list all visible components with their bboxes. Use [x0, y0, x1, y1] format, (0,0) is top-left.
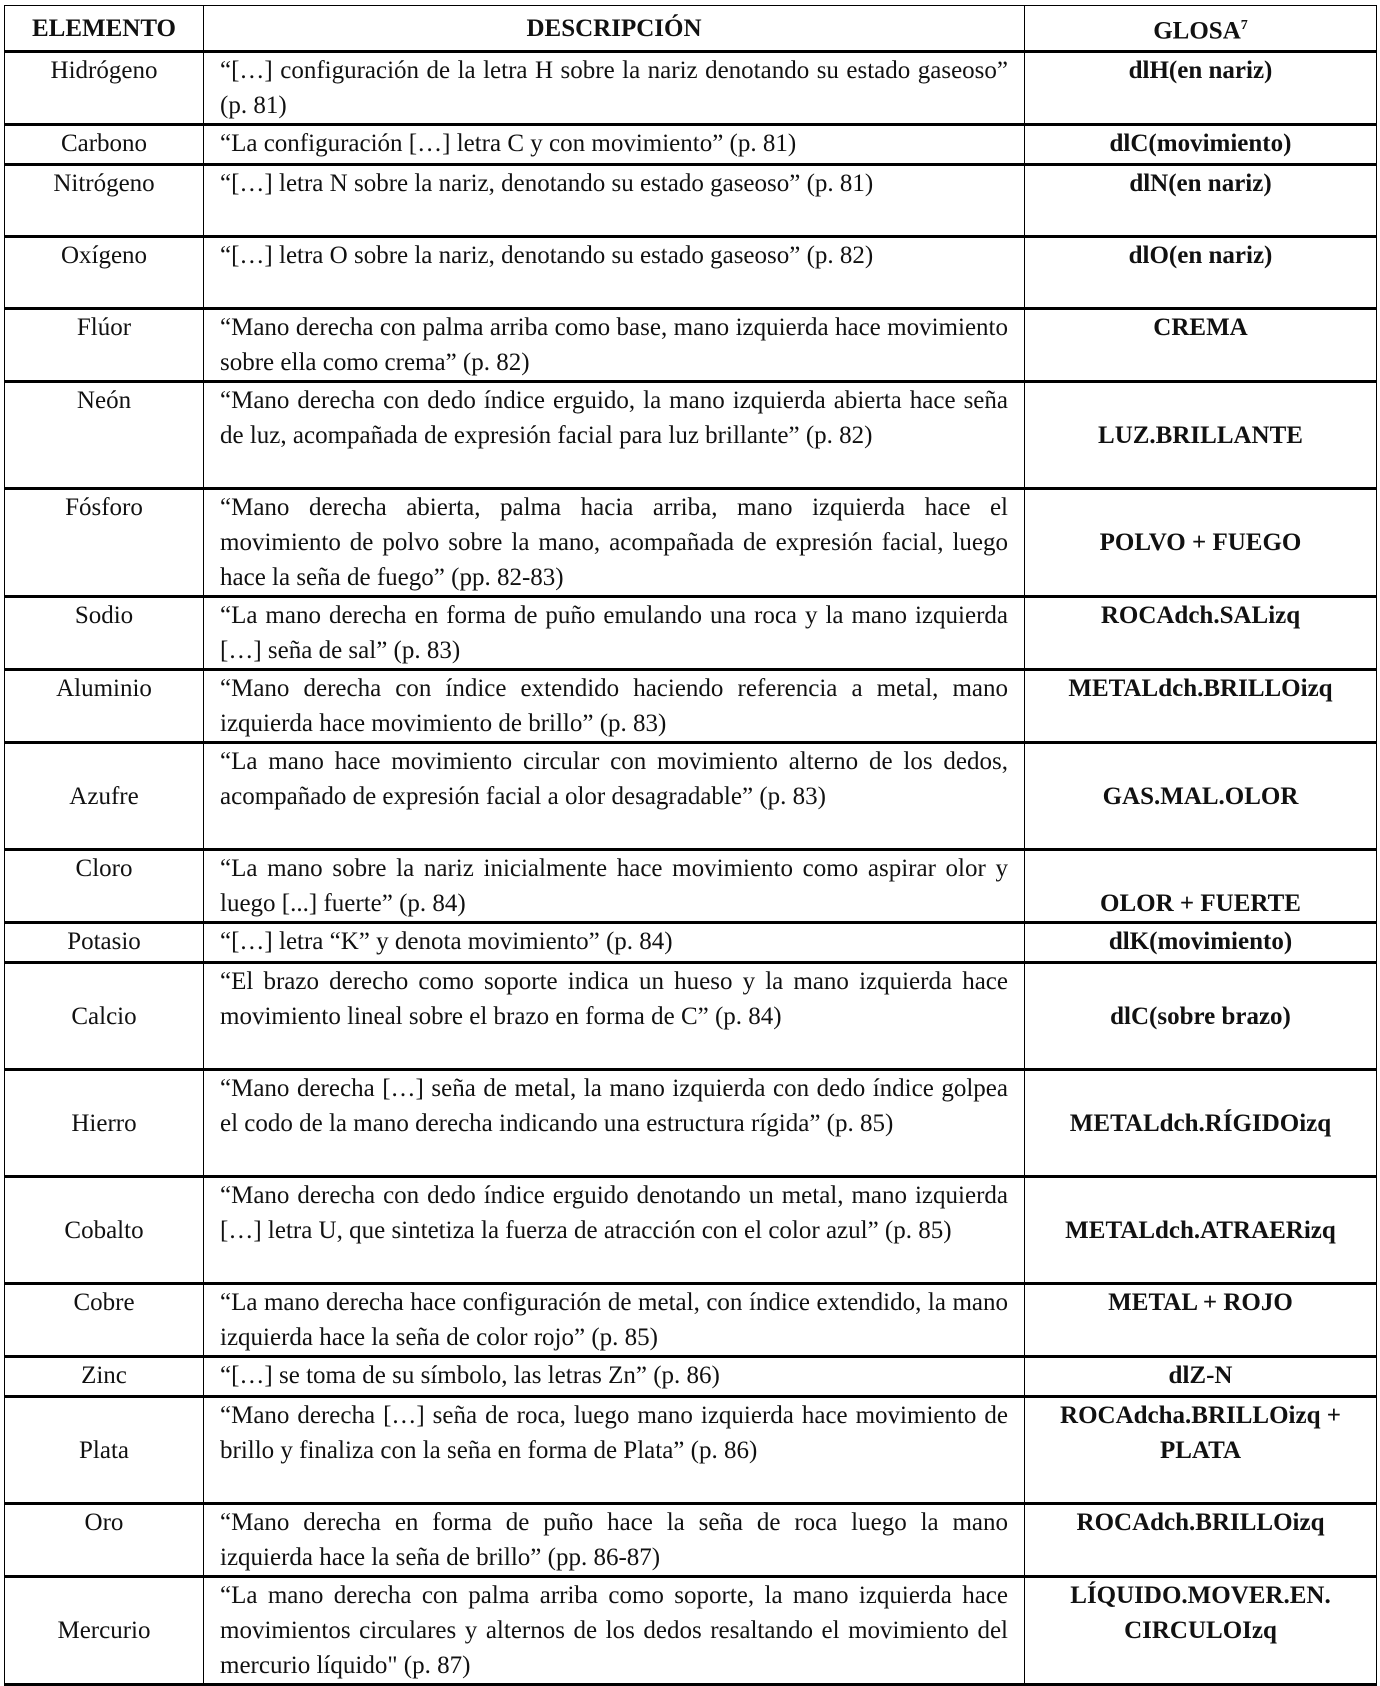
gloss-cell: LÍQUIDO.MOVER.EN. CIRCULOIzq: [1025, 1577, 1377, 1685]
gloss-cell: dlK(movimiento): [1025, 923, 1377, 963]
gloss-cell: dlN(en nariz): [1025, 165, 1377, 237]
element-cell: Oxígeno: [5, 237, 204, 309]
description-cell: “Mano derecha abierta, palma hacia arriba, mano izquierda hace el movimiento de polvo sobre la mano, acompañada de expresión facial, luego hace la seña de fuego” (pp. 82-83): [204, 489, 1025, 597]
description-cell: “La mano sobre la nariz inicialmente hace movimiento como aspirar olor y luego [...] fuerte” (p. 84): [204, 850, 1025, 923]
gloss-cell: ROCAdcha.BRILLOizq + PLATA: [1025, 1397, 1377, 1504]
element-cell: Azufre: [5, 743, 204, 850]
table-row: [5, 52, 1377, 125]
description-cell: “Mano derecha con palma arriba como base, mano izquierda hace movimiento sobre ella como crema” (p. 82): [204, 309, 1025, 382]
table-row: [5, 597, 1377, 670]
header-gloss: [1025, 6, 1377, 52]
description-cell: “La configuración […] letra C y con movimiento” (p. 81): [204, 125, 1025, 165]
gloss-cell: dlH(en nariz): [1025, 52, 1377, 125]
description-cell: “La mano hace movimiento circular con movimiento alterno de los dedos, acompañado de expresión facial a olor desagradable” (p. 83): [204, 743, 1025, 850]
element-cell: Plata: [5, 1397, 204, 1504]
gloss-cell: ROCAdch.BRILLOizq: [1025, 1504, 1377, 1577]
element-cell: Fósforo: [5, 489, 204, 597]
gloss-cell: METALdch.BRILLOizq: [1025, 670, 1377, 743]
element-cell: Cloro: [5, 850, 204, 923]
table-row: [5, 489, 1377, 597]
gloss-cell: LUZ.BRILLANTE: [1025, 382, 1377, 489]
elements-table: [4, 5, 1377, 1686]
description-cell: “Mano derecha con índice extendido haciendo referencia a metal, mano izquierda hace movimiento de brillo” (p. 83): [204, 670, 1025, 743]
description-cell: “Mano derecha con dedo índice erguido, la mano izquierda abierta hace seña de luz, acompañada de expresión facial para luz brillante” (p. 82): [204, 382, 1025, 489]
description-cell: “[…] letra “K” y denota movimiento” (p. 84): [204, 923, 1025, 963]
header-element: ELEMENTO: [5, 6, 204, 52]
gloss-cell: dlC(movimiento): [1025, 125, 1377, 165]
gloss-cell: ROCAdch.SALizq: [1025, 597, 1377, 670]
table-row: [5, 850, 1377, 923]
element-cell: Mercurio: [5, 1577, 204, 1685]
gloss-cell: METALdch.ATRAERizq: [1025, 1177, 1377, 1284]
description-cell: “Mano derecha […] seña de roca, luego mano izquierda hace movimiento de brillo y finaliza con la seña en forma de Plata” (p. 86): [204, 1397, 1025, 1504]
gloss-cell: dlO(en nariz): [1025, 237, 1377, 309]
element-cell: Potasio: [5, 923, 204, 963]
description-cell: “[…] configuración de la letra H sobre la nariz denotando su estado gaseoso” (p. 81): [204, 52, 1025, 125]
element-cell: Carbono: [5, 125, 204, 165]
gloss-cell: CREMA: [1025, 309, 1377, 382]
element-cell: Cobre: [5, 1284, 204, 1357]
element-cell: Nitrógeno: [5, 165, 204, 237]
footnote-marker: 7: [1240, 18, 1248, 33]
description-cell: “Mano derecha […] seña de metal, la mano izquierda con dedo índice golpea el codo de la mano derecha indicando una estructura rígida” (p. 85): [204, 1070, 1025, 1177]
table-row: [5, 165, 1377, 237]
table-row: [5, 1177, 1377, 1284]
header-gloss-label: GLOSA: [1153, 17, 1241, 45]
table-row: [5, 963, 1377, 1070]
description-cell: “La mano derecha hace configuración de metal, con índice extendido, la mano izquierda hace la seña de color rojo” (p. 85): [204, 1284, 1025, 1357]
element-cell: Flúor: [5, 309, 204, 382]
element-cell: Aluminio: [5, 670, 204, 743]
element-cell: Sodio: [5, 597, 204, 670]
gloss-cell: GAS.MAL.OLOR: [1025, 743, 1377, 850]
description-cell: “[…] letra N sobre la nariz, denotando su estado gaseoso” (p. 81): [204, 165, 1025, 237]
table-row: [5, 1070, 1377, 1177]
element-cell: Cobalto: [5, 1177, 204, 1284]
element-cell: Hierro: [5, 1070, 204, 1177]
description-cell: “[…] letra O sobre la nariz, denotando su estado gaseoso” (p. 82): [204, 237, 1025, 309]
gloss-cell: OLOR + FUERTE: [1025, 850, 1377, 923]
element-cell: Oro: [5, 1504, 204, 1577]
table-row: [5, 382, 1377, 489]
table-row: [5, 1357, 1377, 1397]
element-cell: Calcio: [5, 963, 204, 1070]
gloss-cell: dlZ-N: [1025, 1357, 1377, 1397]
table-row: [5, 237, 1377, 309]
description-cell: “Mano derecha con dedo índice erguido denotando un metal, mano izquierda […] letra U, que sintetiza la fuerza de atracción con el color azul” (p. 85): [204, 1177, 1025, 1284]
gloss-cell: dlC(sobre brazo): [1025, 963, 1377, 1070]
header-row: [5, 6, 1377, 52]
table-row: [5, 743, 1377, 850]
element-cell: Zinc: [5, 1357, 204, 1397]
gloss-cell: POLVO + FUEGO: [1025, 489, 1377, 597]
description-cell: “La mano derecha con palma arriba como soporte, la mano izquierda hace movimientos circulares y alternos de los dedos resaltando el movimiento del mercurio líquido" (p. 87): [204, 1577, 1025, 1685]
description-cell: “[…] se toma de su símbolo, las letras Zn” (p. 86): [204, 1357, 1025, 1397]
table-row: [5, 125, 1377, 165]
table-row: [5, 1284, 1377, 1357]
table-row: [5, 670, 1377, 743]
element-cell: Neón: [5, 382, 204, 489]
table-row: [5, 1504, 1377, 1577]
table-row: [5, 1577, 1377, 1685]
element-cell: Hidrógeno: [5, 52, 204, 125]
table-row: [5, 923, 1377, 963]
table-row: [5, 309, 1377, 382]
description-cell: “La mano derecha en forma de puño emulando una roca y la mano izquierda […] seña de sal” (p. 83): [204, 597, 1025, 670]
gloss-cell: METALdch.RÍGIDOizq: [1025, 1070, 1377, 1177]
description-cell: “El brazo derecho como soporte indica un hueso y la mano izquierda hace movimiento lineal sobre el brazo en forma de C” (p. 84): [204, 963, 1025, 1070]
header-description: DESCRIPCIÓN: [204, 6, 1025, 52]
gloss-cell: METAL + ROJO: [1025, 1284, 1377, 1357]
table-row: [5, 1397, 1377, 1504]
description-cell: “Mano derecha en forma de puño hace la seña de roca luego la mano izquierda hace la seña de brillo” (pp. 86-87): [204, 1504, 1025, 1577]
